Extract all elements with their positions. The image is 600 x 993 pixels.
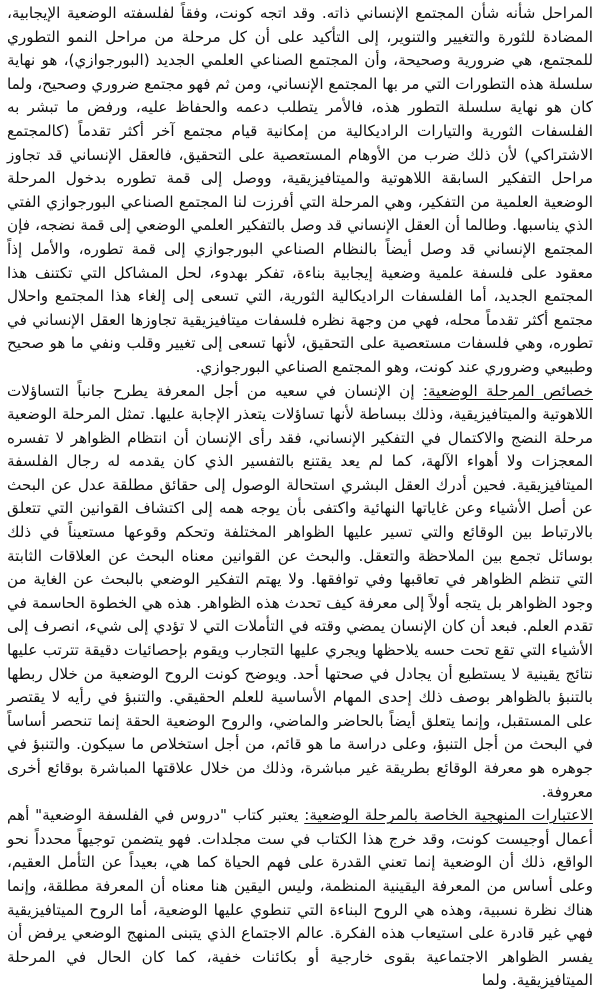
paragraph-text: المراحل شأنه شأن المجتمع الإنساني ذاته. وقد اتجه كونت، وفقاً لفلسفته الوضعية الإيجابية، المضادة للثورة والتغيير والتنوير، إلى التأكيد على أن كل مرحلة من مراحل النمو التطوري للمجتمع، هي ضرورية وصحيحة، وأن المجتمع الصناعي العلمي الجديد (البورجوازي)، هو نهاية سلسلة هذه التطورات التي مر بها المجتمع الإنساني، ومن ثم فهو مجتمع ضروري وصحيح، ولما كان هو نهاية سلسلة التطور هذه، فالأمر يتطلب دعمه والحفاظ عليه، ورفض ما تبشر به الفلسفات الثورية والتيارات الراديكالية من إمكانية قيام مجتمع آخر أكثر تقدماً (كالمجتمع الاشتراكي) لأن ذلك ضرب من الأوهام المستعصية على التحقيق، فالعقل الإنساني قد تجاوز مراحل التفكير السابقة اللاهوتية والميتافيزيقية، ووصل إلى قمة تطوره بدخول المرحلة الوضعية العلمية من التفكير، وهي المرحلة التي أفرزت لنا المجتمع الصناعي البورجوازي الفتي الذي يناسبها. وطالما أن العقل الإنساني قد وصل بالتفكير العلمي الوضعي إلى قمة نضجه، فإن المجتمع الإنساني قد وصل أيضاً بالنظام الصناعي البورجوازي إلى قمة تطوره، والأمل إذاً معقود على فلسفة علمية وضعية إيجابية بناءة، تفكر بهدوء، لحل المشاكل التي تكتنف هذا المجتمع الجديد، أما الفلسفات الراديكالية الثورية، التي تسعى إلى إلغاء هذا المجتمع واحلال مجتمع أكثر تقدماً محله، فهي من وجهة نظره فلسفات ميتافيزيقية تجاوزها العقل الإنساني في تطوره، وهي فلسفات مستعصية على التحقيق، لأنها تسعى إلى تغيير وقلب ونفي ما هو صحيح وطبيعي وضروري عند كونت، وهو المجتمع الصناعي البورجوازي.: [7, 4, 593, 376]
section-heading: الاعتبارات المنهجية الخاصة بالمرحلة الوضعية:: [304, 806, 593, 825]
paragraph-intro: [7, 2, 593, 380]
paragraph-methodological-considerations: [7, 804, 593, 993]
paragraph-text: إن الإنسان في سعيه من أجل المعرفة يطرح جانباً التساؤلات اللاهوتية والميتافيزيقية، وذلك ببساطة لأنها تساؤلات يتعذر الإجابة عليها. تمثل المرحلة الوضعية مرحلة النضج والاكتمال في التفكير الإنساني، فقد رأى الإنسان أن انتظام الظواهر لا تفسره المعجزات ولا أهواء الآلهة، كما لم يعد يقتنع بالتفسير الذي كان يقدمه له رجال الفلسفة الميتافيزيقية. فحين أدرك العقل البشري استحالة الوصول إلى حقائق مطلقة عدل عن البحث عن أصل الأشياء وعن غاياتها النهائية واكتفى بأن يوجه همه إلى اكتشاف القوانين التي تتعلق بالارتباط بين الوقائع والتي تسير عليها الظواهر المختلفة وتحكم وقوعها مستعيناً في ذلك بوسائل تجمع بين الملاحظة والتعقل. والبحث عن القوانين معناه البحث عن العلاقات الثابتة التي تنظم الظواهر في تعاقبها وفي توافقها. ولا يهتم التفكير الوضعي بالبحث عن الغاية من وجود الظواهر بل يتجه أولاً إلى معرفة كيف تحدث هذه الظواهر. هذه هي الخطوة الحاسمة في تقدم العلم. فبعد أن كان الإنسان يمضي وقته في التأملات التي لا تؤدي إلى شيء، انصرف إلى الأشياء التي تقع تحت حسه يلاحظها ويجري عليها التجارب ويقوم بإحصائيات دقيقة تترتب عليها نتائج يقينية لا يستطيع أن يجادل في صحتها أحد. ويوضح كونت الروح الوضعية من خلال ربطها بالتنبؤ بالظواهر بوصف ذلك إحدى المهام الأساسية للعلم الحقيقي. والتنبؤ في رأيه لا يقتصر على المستقبل، وإنما يتعلق أيضاً بالحاضر والماضي، والروح الوضعية الحقة إنما تنحصر أساساً في البحث من أجل التنبؤ، وعلى دراسة ما هو قائم، من أجل استخلاص ما سيكون. والتنبؤ في جوهره هو معرفة الوقائع بطريقة غير مباشرة، وذلك من خلال علاقتها المباشرة بوقائع أخرى معروفة.: [7, 381, 593, 801]
paragraph-positive-stage-features: [7, 380, 593, 805]
paragraph-text: يعتبر كتاب "دروس في الفلسفة الوضعية" أهم أعمال أوجيست كونت، وقد خرج هذا الكتاب في ست مجلدات. فهو يتضمن توجيهاً محدداً نحو الواقع، ذلك أن الوضعية إنما تعني القدرة على فهم الحياة كما هي، بعيداً عن التأمل العقيم، وعلى أساس من المعرفة اليقينية المنظمة، وليس اليقين هنا معناه أن المعرفة مطلقة، وإنما هناك نظرة نسبية، وهذه هي الروح البناءة التي تنطوي عليها الوضعية، أما الروح الميتافيزيقية فهي غير قادرة على استيعاب هذه الفكرة. عالم الاجتماع الذي يتبنى المنهج الوضعي يرفض أن يفسر الظواهر الاجتماعية بقوى خارجية أو بكائنات خفية، كما كان الحال في المرحلة الميتافيزيقية. ولما: [7, 806, 593, 990]
section-heading: خصائص المرحلة الوضعية:: [422, 381, 593, 400]
